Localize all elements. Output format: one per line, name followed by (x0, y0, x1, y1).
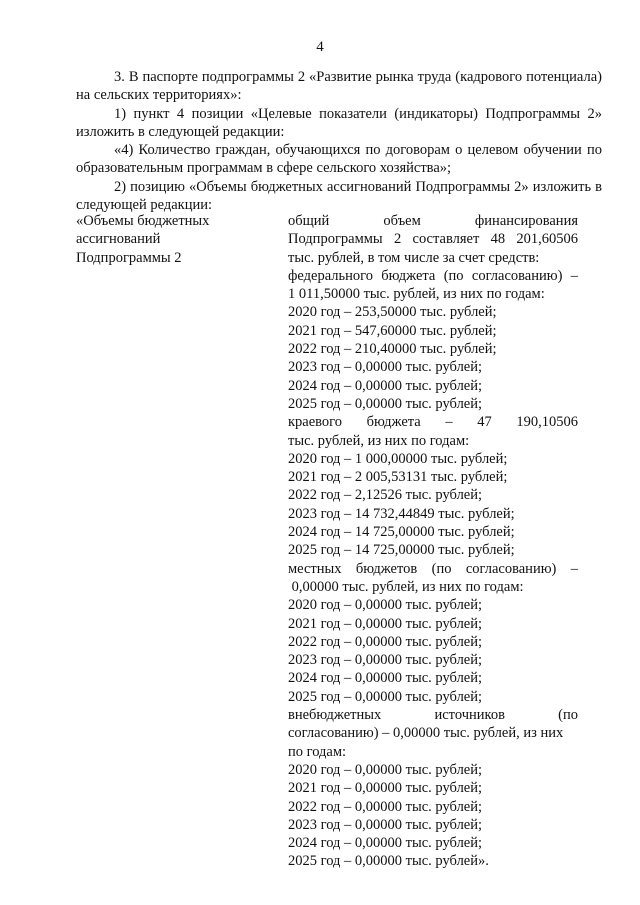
label-line: ассигнований (76, 231, 161, 248)
budget-table-value-cell (288, 212, 578, 871)
value-line: Подпрограммы 2 составляет 48 201,60506 (288, 231, 578, 248)
value-line: 2020 год – 253,50000 тыс. рублей; (288, 304, 497, 321)
value-line: 2021 год – 2 005,53131 тыс. рублей; (288, 469, 508, 486)
value-line: 2025 год – 0,00000 тыс. рублей; (288, 688, 483, 705)
amendment-text (76, 68, 602, 214)
value-line: краевого бюджета – 47 190,10506 (288, 414, 578, 431)
value-line: 2025 год – 0,00000 тыс. рублей». (288, 853, 489, 870)
paragraph-quote-4: «4) Количество граждан, обучающихся по договорам о целевом обучении по образовательным программам в сфере сельского хозяйства»; (76, 142, 602, 177)
paragraph-item-3: 3. В паспорте подпрограммы 2 «Развитие рынка труда (кадрового потенциала) на сельских территориях»: (76, 69, 602, 104)
label-line: Подпрограммы 2 (76, 249, 182, 266)
label-line: «Объемы бюджетных (76, 213, 210, 229)
value-line: 2025 год – 14 725,00000 тыс. рублей; (288, 542, 515, 559)
value-line: 2022 год – 210,40000 тыс. рублей; (288, 341, 497, 358)
value-line: 2024 год – 0,00000 тыс. рублей; (288, 377, 483, 394)
value-line: федерального бюджета (по согласованию) – (288, 267, 578, 284)
value-line: тыс. рублей, из них по годам: (288, 432, 470, 449)
value-line: 2023 год – 0,00000 тыс. рублей; (288, 816, 483, 833)
value-line: 2023 год – 14 732,44849 тыс. рублей; (288, 505, 515, 522)
value-line: 2024 год – 0,00000 тыс. рублей; (288, 835, 483, 852)
value-line: 2023 год – 0,00000 тыс. рублей; (288, 652, 483, 669)
value-line: 2020 год – 1 000,00000 тыс. рублей; (288, 450, 508, 467)
value-line: 2025 год – 0,00000 тыс. рублей; (288, 395, 483, 412)
paragraph-item-2: 2) позицию «Объемы бюджетных ассигнований Подпрограммы 2» изложить в следующей редакции: (76, 178, 602, 214)
value-line: 2020 год – 0,00000 тыс. рублей; (288, 761, 483, 778)
value-line: тыс. рублей, в том числе за счет средств: (288, 249, 540, 266)
page-number: 4 (316, 39, 324, 55)
value-line: 2020 год – 0,00000 тыс. рублей; (288, 597, 483, 614)
value-line: 2021 год – 0,00000 тыс. рублей; (288, 780, 483, 797)
value-line: по годам: (288, 743, 347, 760)
value-line: 0,00000 тыс. рублей, из них по годам: (288, 578, 524, 595)
value-line: 2021 год – 0,00000 тыс. рублей; (288, 615, 483, 632)
value-line: 2021 год – 547,60000 тыс. рублей; (288, 322, 497, 339)
value-line: 2024 год – 0,00000 тыс. рублей; (288, 670, 483, 687)
value-line: 2023 год – 0,00000 тыс. рублей; (288, 359, 483, 376)
value-line: 2022 год – 0,00000 тыс. рублей; (288, 798, 483, 815)
value-line: согласованию) – 0,00000 тыс. рублей, из них (288, 725, 564, 742)
value-line: 1 011,50000 тыс. рублей, из них по годам: (288, 286, 545, 303)
value-line: 2024 год – 14 725,00000 тыс. рублей; (288, 524, 515, 541)
value-line: 2022 год – 0,00000 тыс. рублей; (288, 633, 483, 650)
budget-table-label-cell (76, 212, 256, 267)
paragraph-item-1: 1) пункт 4 позиции «Целевые показатели (индикаторы) Подпрограммы 2» изложить в следующей редакции: (76, 105, 602, 140)
value-line: внебюджетных источников (по (288, 707, 578, 724)
value-line: 2022 год – 2,12526 тыс. рублей; (288, 487, 483, 504)
value-line: местных бюджетов (по согласованию) – (288, 560, 578, 577)
value-line: общий объем финансирования (288, 213, 578, 229)
